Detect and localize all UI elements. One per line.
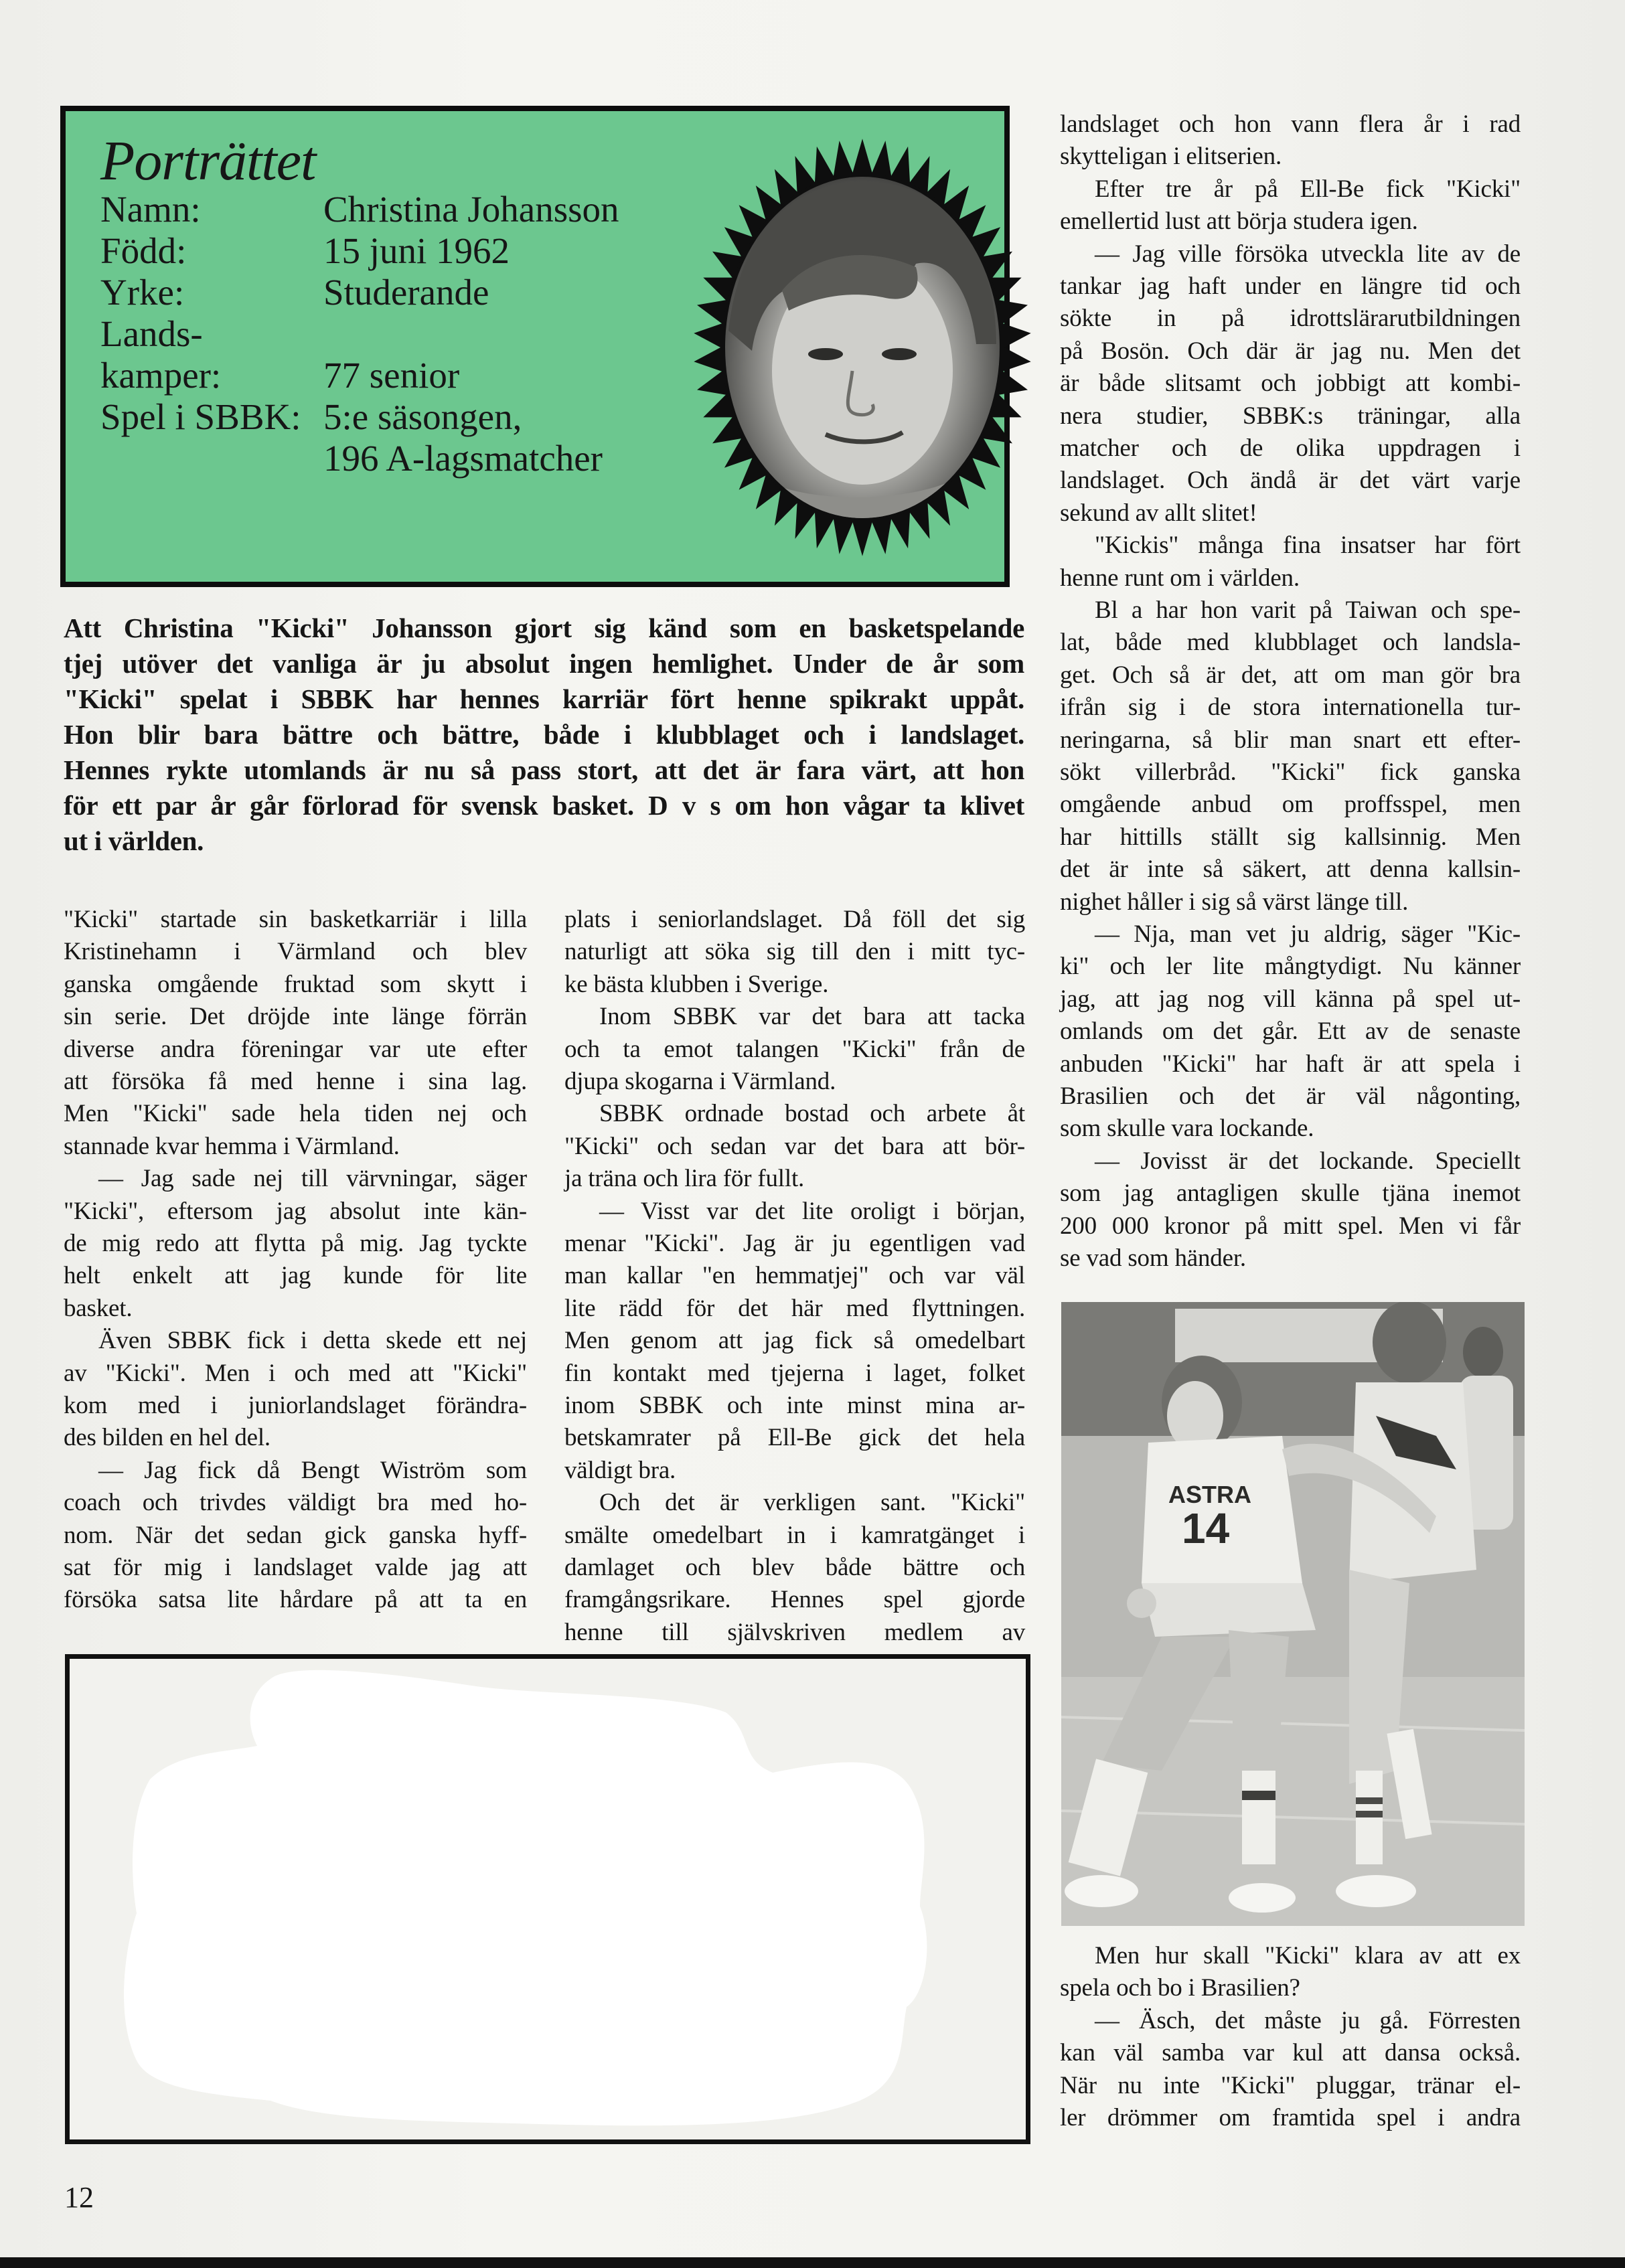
text-line: Men hur skall "Kicki" klara av att ex (1095, 1942, 1521, 1969)
svg-text:ASTRA: ASTRA (1168, 1481, 1251, 1508)
text-line: — Visst var det lite oroligt i början, (599, 1197, 1025, 1225)
text-line: framgångsrikare. Hennes spel gjorde (564, 1586, 1025, 1614)
text-line: Kristinehamn i Värmland och blev (64, 938, 527, 966)
intro-line: Hon blir bara bättre och bättre, både i klubblaget och i landslaget. (64, 719, 1024, 750)
text-line: lite rädd för det här med flyttningen. (564, 1294, 1025, 1322)
field-value: Studerande (323, 272, 489, 313)
intro-line: Hennes rykte utomlands är nu så pass stort, att det är fara värt, att hon (64, 754, 1024, 785)
advertisement-box (65, 1654, 1030, 2144)
text-line: landslaget. Och ändå är det värt varje (1060, 467, 1521, 495)
text-line: väldigt bra. (564, 1456, 676, 1484)
text-line: "Kickis" många fina insatser har fört (1095, 532, 1521, 560)
text-line: plats i seniorlandslaget. Då föll det sig (564, 906, 1025, 933)
portrait-box (60, 106, 1010, 587)
text-line: kan väl samba var kul att dansa också. (1060, 2039, 1521, 2067)
field-value: Christina Johansson (323, 189, 619, 230)
text-line: stannade kvar hemma i Värmland. (64, 1132, 400, 1160)
basketball-photo (1061, 1302, 1525, 1926)
text-line: landslaget och hon vann flera år i rad (1060, 110, 1521, 138)
field-value: 77 senior (323, 355, 460, 396)
text-line: coach och trivdes väldigt bra med ho- (64, 1489, 527, 1517)
text-line: är både slitsamt och jobbigt att kombi- (1060, 370, 1521, 398)
text-line: get. Och så är det, att om man gör bra (1060, 661, 1521, 689)
field-label: kamper: (100, 355, 222, 396)
text-line: — Jag fick då Bengt Wiström som (98, 1456, 527, 1484)
text-line: — Jovisst är det lockande. Speciellt (1095, 1147, 1521, 1175)
text-line: sökt villerbråd. "Kicki" fick ganska (1060, 758, 1521, 786)
text-line: helt enkelt att jag kunde för lite (64, 1262, 527, 1290)
text-line: matcher och de olika uppdragen i (1060, 434, 1521, 462)
text-line: tankar jag haft under en längre tid och (1060, 272, 1521, 300)
text-line: man kallar "en hemmatjej" och var väl (564, 1262, 1025, 1290)
text-line: "Kicki" startade sin basketkarriär i lilla (64, 906, 527, 933)
text-line: Och det är verkligen sant. "Kicki" (599, 1489, 1025, 1517)
text-line: sekund av allt slitet! (1060, 499, 1257, 527)
text-line: ke bästa klubben i Sverige. (564, 970, 829, 998)
field-value: 5:e säsongen, (323, 396, 522, 437)
text-line: — Nja, man vet ju aldrig, säger "Kic- (1095, 920, 1521, 948)
text-line: naturligt att söka sig till den i mitt tyc- (564, 938, 1025, 966)
portrait-photo (682, 130, 1043, 565)
text-line: har hittills ställt sig kallsinnig. Men (1060, 823, 1521, 851)
text-line: När nu inte "Kicki" pluggar, tränar el- (1060, 2071, 1521, 2099)
text-line: skytteligan i elitserien. (1060, 143, 1282, 171)
intro-line: "Kicki" spelat i SBBK har hennes karriär fört henne spikrakt uppåt. (64, 683, 1024, 714)
intro-line: för ett par år går förlorad för svensk basket. D v s om hon vågar ta klivet (64, 790, 1024, 821)
text-line: ler drömmer om framtida spel i andra (1060, 2104, 1521, 2131)
field-label: Lands- (100, 313, 203, 354)
text-line: 200 000 kronor på mitt spel. Men vi får (1060, 1212, 1521, 1240)
text-line: se vad som händer. (1060, 1244, 1246, 1272)
field-label: Yrke: (100, 272, 185, 313)
text-line: de mig redo att flytta på mig. Jag tyckte (64, 1230, 527, 1257)
text-line: på Bosön. Och där är jag nu. Men det (1060, 337, 1521, 365)
text-line: försöka satsa lite hårdare på att ta en (64, 1586, 527, 1614)
text-line: anbuden "Kicki" har haft är att spela i (1060, 1050, 1521, 1078)
text-line: kom med i juniorlandslaget förändra- (64, 1392, 527, 1419)
text-line: spela och bo i Brasilien? (1060, 1974, 1300, 2002)
text-line: sin serie. Det dröjde inte länge förrän (64, 1003, 527, 1031)
text-line: Men genom att jag fick så omedelbart (564, 1327, 1025, 1355)
text-line: "Kicki", eftersom jag absolut inte kän- (64, 1197, 527, 1225)
field-label: Namn: (100, 189, 201, 230)
text-line: omgående anbud om proffsspel, men (1060, 791, 1521, 819)
text-line: av "Kicki". Men i och med att "Kicki" (64, 1359, 527, 1387)
text-line: Bl a har hon varit på Taiwan och spe- (1095, 596, 1521, 624)
text-line: menar "Kicki". Jag är ju egentligen vad (564, 1230, 1025, 1257)
intro-line: tjej utöver det vanliga är ju absolut ingen hemlighet. Under de år som (64, 648, 1024, 679)
text-line: ki" och ler lite mångtydigt. Nu känner (1060, 953, 1521, 981)
text-line: nighet håller i sig så värst länge till. (1060, 888, 1409, 916)
field-value: 15 juni 1962 (323, 230, 510, 271)
text-line: nom. När det sedan gick ganska hyff- (64, 1521, 527, 1549)
text-line: — Jag sade nej till värvningar, säger (98, 1165, 527, 1193)
text-line: det är inte så säkert, att denna kallsin- (1060, 856, 1521, 884)
text-line: att försöka få med henne i sina lag. (64, 1068, 527, 1095)
text-line: nera studier, SBBK:s träningar, alla (1060, 402, 1521, 430)
text-line: sökte in på idrottslärarutbildningen (1060, 305, 1521, 333)
text-line: emellertid lust att börja studera igen. (1060, 208, 1418, 236)
text-line: omlands om det går. Ett av de senaste (1060, 1018, 1521, 1046)
text-line: sat för mig i landslaget valde jag att (64, 1554, 527, 1581)
scan-edge (0, 2257, 1625, 2268)
text-line: smälte omedelbart in i kamratgänget i (564, 1521, 1025, 1549)
text-line: fin kontakt med tjejerna i laget, folket (564, 1359, 1025, 1387)
text-line: SBBK ordnade bostad och arbete åt (599, 1100, 1025, 1128)
intro-line: ut i världen. (64, 825, 204, 856)
field-value: 196 A-lagsmatcher (323, 438, 603, 479)
text-line: som jag antagligen skulle tjäna inemot (1060, 1180, 1521, 1208)
text-line: inom SBBK och inte minst mina ar- (564, 1392, 1025, 1419)
text-line: henne till självskriven medlem av (564, 1618, 1025, 1646)
text-line: damlaget och blev både bättre och (564, 1554, 1025, 1581)
text-line: djupa skogarna i Värmland. (564, 1068, 836, 1095)
svg-text:14: 14 (1182, 1504, 1230, 1552)
text-line: neringarna, så blir man snart ett efter- (1060, 726, 1521, 754)
text-line: betskamrater på Ell-Be gick det hela (564, 1424, 1025, 1452)
field-label: Spel i SBBK: (100, 396, 301, 437)
text-line: henne runt om i världen. (1060, 564, 1300, 592)
redaction-blot (70, 1659, 1026, 2139)
field-label: Född: (100, 230, 187, 271)
text-line: som skulle vara lockande. (1060, 1115, 1314, 1143)
text-line: diverse andra föreningar var ute efter (64, 1035, 527, 1063)
text-line: — Äsch, det måste ju gå. Förresten (1095, 2006, 1521, 2034)
text-line: Efter tre år på Ell-Be fick "Kicki" (1095, 175, 1521, 203)
text-line: ja träna och lira för fullt. (564, 1165, 805, 1193)
basketball-photo-illustration (1061, 1302, 1525, 1926)
text-line: ifrån sig i de stora internationella tur- (1060, 694, 1521, 722)
text-line: "Kicki" och sedan var det bara att bör- (564, 1132, 1025, 1160)
text-line: Men "Kicki" sade hela tiden nej och (64, 1100, 527, 1128)
text-line: Brasilien och det är väl någonting, (1060, 1082, 1521, 1110)
text-line: des bilden en hel del. (64, 1424, 270, 1452)
text-line: lat, både med klubblaget och landsla- (1060, 629, 1521, 657)
portrait-title: Porträttet (100, 130, 316, 192)
text-line: jag, att jag nog vill känna på spel ut- (1060, 985, 1521, 1013)
text-line: Även SBBK fick i detta skede ett nej (98, 1327, 527, 1355)
text-line: och ta emot talangen "Kicki" från de (564, 1035, 1025, 1063)
text-line: Inom SBBK var det bara att tacka (599, 1003, 1025, 1031)
text-line: basket. (64, 1294, 133, 1322)
text-line: — Jag ville försöka utveckla lite av de (1095, 240, 1521, 268)
text-line: ganska omgående fruktad som skytt i (64, 970, 527, 998)
intro-line: Att Christina "Kicki" Johansson gjort sig känd som en basketspelande (64, 613, 1024, 643)
page-number: 12 (64, 2181, 94, 2214)
